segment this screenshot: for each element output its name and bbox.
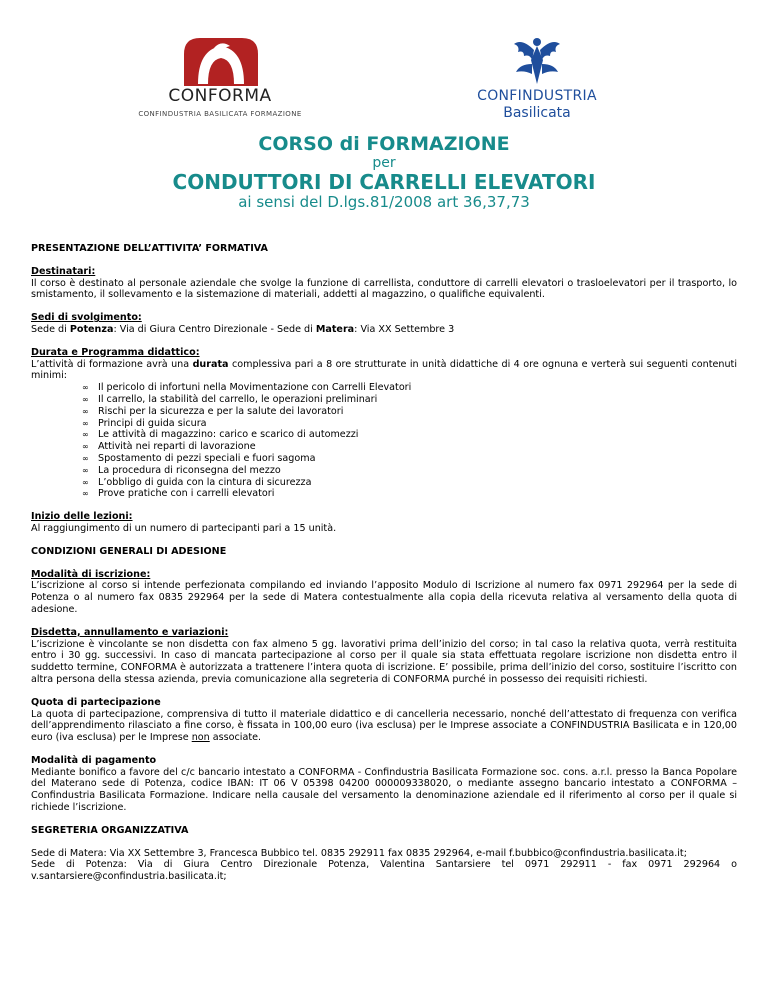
bullet-icon: ∞ <box>82 430 89 440</box>
course-per: per <box>372 155 396 171</box>
disdetta-title: Disdetta, annullamento e variazioni: <box>31 626 229 638</box>
document-body <box>31 243 737 883</box>
iscrizione-title: Modalità di iscrizione: <box>31 568 151 580</box>
bullet-icon: ∞ <box>82 418 89 428</box>
list-item: ∞ La procedura di riconsegna del mezzo <box>82 464 281 476</box>
bullet-icon: ∞ <box>82 406 89 416</box>
course-subtitle: CONDUTTORI DI CARRELLI ELEVATORI <box>172 170 596 194</box>
list-item: ∞ Rischi per la sicurezza e per la salute dei lavoratori <box>82 405 344 417</box>
bullet-icon: ∞ <box>82 453 89 463</box>
segreteria-potenza: Sede di Potenza: Via di Giura Centro Direzionale Potenza, Valentina Santarsiere tel 0971 292911 - fax 0971 292964 o v.santarsiere@confindustria.basilicata.it; <box>31 859 737 883</box>
inizio-text: Al raggiungimento di un numero di partecipanti pari a 15 unità. <box>31 522 337 534</box>
bullet-icon: ∞ <box>82 477 89 487</box>
segreteria-matera: Sede di Matera: Via XX Settembre 3, Francesca Bubbico tel. 0835 292911 fax 0835 292964, e-mail f.bubbico@confindustria.basilicata.it; <box>31 847 687 859</box>
iscrizione-text: L’iscrizione al corso si intende perfezionata compilando ed inviando l’apposito Modulo di Iscrizione al numero fax 0971 292964 per la sede di Potenza o al numero fax 0835 292964 per la sede di Matera contestualmente alla copia della ricevuta relativa al versamento della quota di adesione. <box>31 580 737 615</box>
list-item: ∞ Spostamento di pezzi speciali e fuori sagoma <box>82 452 316 464</box>
sedi-title: Sedi di svolgimento: <box>31 312 142 324</box>
quota-text: La quota di partecipazione, comprensiva di tutto il materiale didattico e di cancelleria necessario, nonché dell’attestato di frequenza con verifica dell’apprendimento rilasciato a fine corso, è fissata in 100,00 euro (iva esclusa) per le Imprese associate a CONFINDUSTRIA Basilicata e in 120,00 euro (iva esclusa) per le Imprese non associate. <box>31 708 737 744</box>
course-title: CORSO di FORMAZIONE <box>258 133 510 155</box>
conforma-emblem-icon <box>178 36 264 86</box>
pagamento-title: Modalità di pagamento <box>31 754 157 766</box>
quota-title: Quota di partecipazione <box>31 696 161 708</box>
conforma-logo <box>120 36 320 122</box>
law-reference: ai sensi del D.lgs.81/2008 art 36,37,73 <box>238 193 530 211</box>
bullet-icon: ∞ <box>82 394 89 404</box>
disdetta-text: L’iscrizione è vincolante se non disdetta con fax almeno 5 gg. lavorativi prima dell’inizio del corso; in tal caso la relativa quota, verrà restituita entro i 30 gg. successivi. In caso di mancata partecipazione al corso per il quale sia stata effettuata regolare iscrizione non disdetta entro il suddetto termine, CONFORMA è autorizzata a trattenere l’intera quota di iscrizione. E’ possibile, prima dell’inizio del corso, sostituire l’iscritto con altra persona della stessa azienda, previa comunicazione alla segreteria di CONFORMA purché in possesso dei requisiti richiesti. <box>31 638 737 685</box>
section-heading-segreteria: SEGRETERIA ORGANIZZATIVA <box>31 824 189 836</box>
eagle-icon <box>510 34 564 88</box>
bullet-icon: ∞ <box>82 442 89 452</box>
bullet-icon: ∞ <box>82 383 89 393</box>
conforma-name: CONFORMA <box>168 86 272 106</box>
list-item: ∞ Prove pratiche con i carrelli elevatori <box>82 488 275 500</box>
conforma-subtitle: CONFINDUSTRIA BASILICATA FORMAZIONE <box>138 110 302 118</box>
destinatari-text: Il corso è destinato al personale aziendale che svolge la funzione di carrellista, conduttore di carrelli elevatori o trasloelevatori per il trasporto, lo smistamento, il sollevamento e la sistemazione di materiali, addetti al magazzino, o qualifiche equivalenti. <box>31 277 737 301</box>
durata-title: Durata e Programma didattico: <box>31 346 200 358</box>
durata-text: L’attività di formazione avrà una durata complessiva pari a 8 ore strutturate in unità didattiche di 4 ore ognuna e verterà sui seguenti contenuti minimi: <box>31 358 737 382</box>
topics-list <box>31 382 737 500</box>
list-item: ∞ Il carrello, la stabilità del carrello, le operazioni preliminari <box>82 393 378 405</box>
list-item: ∞ Attività nei reparti di lavorazione <box>82 441 256 453</box>
list-item: ∞ L’obbligo di guida con la cintura di sicurezza <box>82 476 312 488</box>
sedi-text: Sede di Potenza: Via di Giura Centro Direzionale - Sede di Matera: Via XX Settembre 3 <box>31 323 455 335</box>
confindustria-region: Basilicata <box>503 105 571 121</box>
confindustria-name: CONFINDUSTRIA <box>477 88 597 104</box>
destinatari-title: Destinatari: <box>31 265 96 277</box>
confindustria-logo <box>460 34 614 126</box>
list-item: ∞ Le attività di magazzino: carico e scarico di automezzi <box>82 429 359 441</box>
bullet-icon: ∞ <box>82 465 89 475</box>
inizio-title: Inizio delle lezioni: <box>31 511 133 523</box>
section-heading-condizioni: CONDIZIONI GENERALI DI ADESIONE <box>31 545 227 557</box>
section-heading-presentazione: PRESENTAZIONE DELL’ATTIVITA’ FORMATIVA <box>31 243 268 254</box>
list-item: ∞ Principi di guida sicura <box>82 417 207 429</box>
bullet-icon: ∞ <box>82 489 89 499</box>
list-item: ∞ Il pericolo di infortuni nella Movimentazione con Carrelli Elevatori <box>82 382 412 394</box>
pagamento-text: Mediante bonifico a favore del c/c bancario intestato a CONFORMA - Confindustria Basilicata Formazione soc. cons. a.r.l. presso la Banca Popolare del Materano sede di Potenza, codice IBAN: IT 06 V 05398 04200 000009338020, o mediante assegno bancario intestato a CONFORMA – Confindustria Basilicata Formazione. Indicare nella causale del versamento la denominazione aziendale ed il riferimento al corso per il quale si richiede l’iscrizione. <box>31 766 737 814</box>
